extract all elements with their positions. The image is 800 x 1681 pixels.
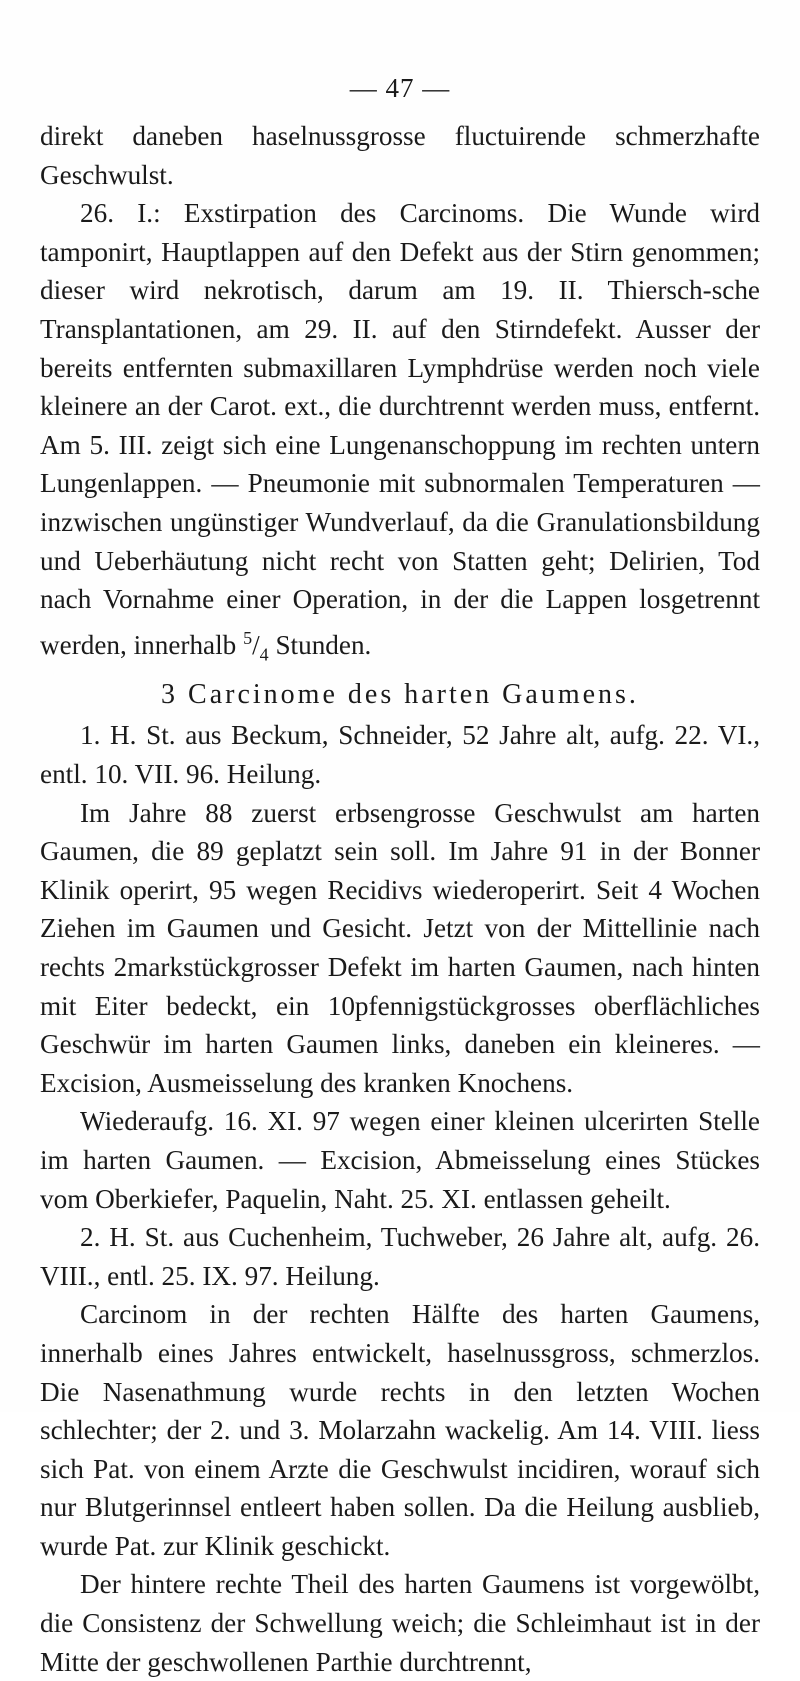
fraction-numerator: 5 (243, 627, 253, 648)
section-heading: 3 Carcinome des harten Gaumens. (161, 678, 639, 710)
page-number: — 47 — (349, 73, 451, 103)
paragraph: Der hintere rechte Theil des harten Gaumens ist vorgewölbt, die Consistenz der Schwellung weich; die Schleimhaut ist in der Mitte der geschwollenen Parthie durchtrennt, (40, 1569, 760, 1677)
paragraph: Im Jahre 88 zuerst erbsengrosse Geschwulst am harten Gaumen, die 89 geplatzt sein soll. Im Jahre 91 in der Bonner Klinik operirt, 95 wegen Recidivs wiederoperirt. Seit 4 Wochen Ziehen im Gaumen und Gesicht. Jetzt von der Mittellinie nach rechts 2markstückgrosser Defekt im harten Gaumen, nach hinten mit Eiter bedeckt, ein 10pfennigstückgrosses oberflächliches Geschwür im harten Gaumen links, daneben ein kleineres. — Excision, Ausmeisselung des kranken Knochens. (40, 797, 760, 1098)
fraction-denominator: 4 (259, 644, 269, 665)
paragraph-tail: Stunden. (268, 629, 372, 660)
body-text (40, 117, 760, 1681)
paragraph-text: 26. I.: Exstirpation des Carcinoms. Die Wunde wird tamponirt, Hauptlappen auf den Defekt aus der Stirn genommen; dieser wird nekrotisch, darum am 19. II. Thiersch-sche Transplantationen, am 29. II. auf den Stirndefekt. Ausser der bereits entfernten submaxillaren Lymphdrüse werden noch viele kleinere an der Carot. ext., die durchtrennt werden muss, entfernt. Am 5. III. zeigt sich eine Lungenanschoppung im rechten untern Lungenlappen. — Pneumonie mit subnormalen Temperaturen — inzwischen ungünstiger Wundverlauf, da die Granulationsbildung und Ueberhäutung nicht recht von Statten geht; Delirien, Tod nach Vornahme einer Operation, in der die Lappen losgetrennt werden, innerhalb (40, 198, 760, 660)
paragraph: Carcinom in der rechten Hälfte des harten Gaumens, innerhalb eines Jahres entwickelt, haselnussgross, schmerzlos. Die Nasenathmung wurde rechts in den letzten Wochen schlechter; der 2. und 3. Molarzahn wackelig. Am 14. VIII. liess sich Pat. von einem Arzte die Geschwulst incidiren, worauf sich nur Blutgerinnsel entleert haben sollen. Da die Heilung ausblieb, wurde Pat. zur Klinik geschickt. (40, 1299, 760, 1561)
paragraph: 26. I.: Exstirpation des Carcinoms. Die Wunde wird tamponirt, Hauptlappen auf den Defekt aus der Stirn genommen; dieser wird nekrotisch, darum am 19. II. Thiersch-sche Transplantationen, am 29. II. auf den Stirndefekt. Ausser der bereits entfernten submaxillaren Lymphdrüse werden noch viele kleinere an der Carot. ext., die durchtrennt werden muss, entfernt. Am 5. III. zeigt sich eine Lungenanschoppung im rechten untern Lungenlappen. — Pneumonie mit subnormalen Temperaturen — inzwischen ungünstiger Wundverlauf, da die Granulationsbildung und Ueberhäutung nicht recht von Statten geht; Delirien, Tod nach Vornahme einer Operation, in der die Lappen losgetrennt werden, innerhalb $^5/_4$ Stunden. (40, 198, 760, 665)
paragraph: 2. H. St. aus Cuchenheim, Tuchweber, 26 Jahre alt, aufg. 26. VIII., entl. 25. IX. 97. Heilung. (40, 1222, 760, 1291)
paragraph: Wiederaufg. 16. XI. 97 wegen einer kleinen ulcerirten Stelle im harten Gaumen. — Excision, Abmeisselung eines Stückes vom Oberkiefer, Paquelin, Naht. 25. XI. entlassen geheilt. (40, 1106, 760, 1214)
paragraph: direkt daneben haselnussgrosse fluctuirende schmerzhafte Geschwulst. (40, 121, 760, 190)
paragraph: 1. H. St. aus Beckum, Schneider, 52 Jahre alt, aufg. 22. VI., entl. 10. VII. 96. Heilung. (40, 720, 760, 789)
